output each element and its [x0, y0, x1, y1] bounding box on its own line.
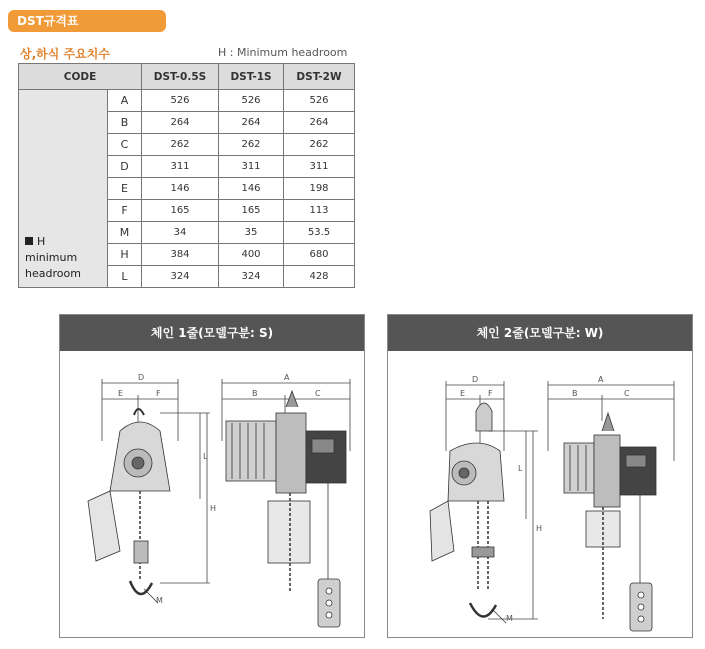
table-cell: 53.5	[284, 222, 355, 244]
row-key: E	[108, 178, 142, 200]
table-cell: 400	[219, 244, 284, 266]
table-cell: 264	[219, 112, 284, 134]
table-cell: 146	[142, 178, 219, 200]
row-key: C	[108, 134, 142, 156]
table-cell: 165	[219, 200, 284, 222]
table-cell: 165	[142, 200, 219, 222]
table-header-row	[19, 64, 355, 90]
column-header: DST-1S	[219, 64, 284, 90]
hoist-drawing-double-chain	[388, 351, 692, 637]
headroom-side-label: H minimum headroom	[19, 90, 108, 288]
row-key: F	[108, 200, 142, 222]
dim-label-f: F	[488, 389, 493, 398]
panel-title: 체인 1줄(모델구분: S)	[60, 315, 364, 351]
dim-label-d: D	[138, 373, 145, 382]
dim-label-a: A	[598, 375, 604, 384]
table-cell: 526	[142, 90, 219, 112]
table-cell: 264	[142, 112, 219, 134]
table-cell: 311	[219, 156, 284, 178]
square-bullet-icon	[25, 237, 33, 245]
dim-label-b: B	[252, 389, 258, 398]
dim-label-a: A	[284, 373, 290, 382]
table-cell: 384	[142, 244, 219, 266]
dim-label-l: L	[203, 452, 208, 461]
table-cell: 198	[284, 178, 355, 200]
row-key: L	[108, 266, 142, 288]
table-cell: 311	[284, 156, 355, 178]
column-header: DST-0.5S	[142, 64, 219, 90]
row-key: B	[108, 112, 142, 134]
hoist-side-view	[88, 409, 170, 603]
headroom-note: H : Minimum headroom	[218, 46, 348, 59]
table-cell: 324	[142, 266, 219, 288]
table-cell: 113	[284, 200, 355, 222]
dim-label-e: E	[460, 389, 466, 398]
table-cell: 264	[284, 112, 355, 134]
dim-label-b: B	[572, 389, 578, 398]
dim-label-m: M	[156, 596, 163, 605]
row-key: D	[108, 156, 142, 178]
section-title: 상,하식 주요치수	[20, 47, 110, 61]
table-cell: 324	[219, 266, 284, 288]
row-key: H	[108, 244, 142, 266]
table-cell: 146	[219, 178, 284, 200]
spec-tab-header: DST규격표	[8, 10, 166, 32]
table-cell: 311	[142, 156, 219, 178]
table-cell: 34	[142, 222, 219, 244]
spec-table	[18, 63, 355, 288]
dim-label-f: F	[156, 389, 161, 398]
panel-title: 체인 2줄(모델구분: W)	[388, 315, 692, 351]
dim-label-d: D	[472, 375, 479, 384]
hoist-front-view	[564, 413, 656, 631]
table-cell: 526	[219, 90, 284, 112]
hoist-front-view	[226, 391, 346, 627]
table-cell: 428	[284, 266, 355, 288]
table-cell: 35	[219, 222, 284, 244]
dim-label-h: H	[536, 524, 543, 533]
table-cell: 526	[284, 90, 355, 112]
table-row	[19, 90, 355, 112]
table-cell: 680	[284, 244, 355, 266]
code-header: CODE	[19, 64, 142, 90]
hoist-side-view	[430, 403, 506, 623]
column-header: DST-2W	[284, 64, 355, 90]
dim-label-h: H	[210, 504, 217, 513]
dim-label-c: C	[624, 389, 630, 398]
row-key: A	[108, 90, 142, 112]
dim-label-l: L	[518, 464, 523, 473]
dim-label-e: E	[118, 389, 124, 398]
drawing-panel-double-chain	[387, 314, 693, 638]
drawing-panel-single-chain	[59, 314, 365, 638]
table-cell: 262	[284, 134, 355, 156]
table-cell: 262	[142, 134, 219, 156]
hoist-drawing-single-chain	[60, 351, 364, 637]
table-cell: 262	[219, 134, 284, 156]
row-key: M	[108, 222, 142, 244]
dim-label-m: M	[506, 614, 513, 623]
dim-label-c: C	[315, 389, 321, 398]
